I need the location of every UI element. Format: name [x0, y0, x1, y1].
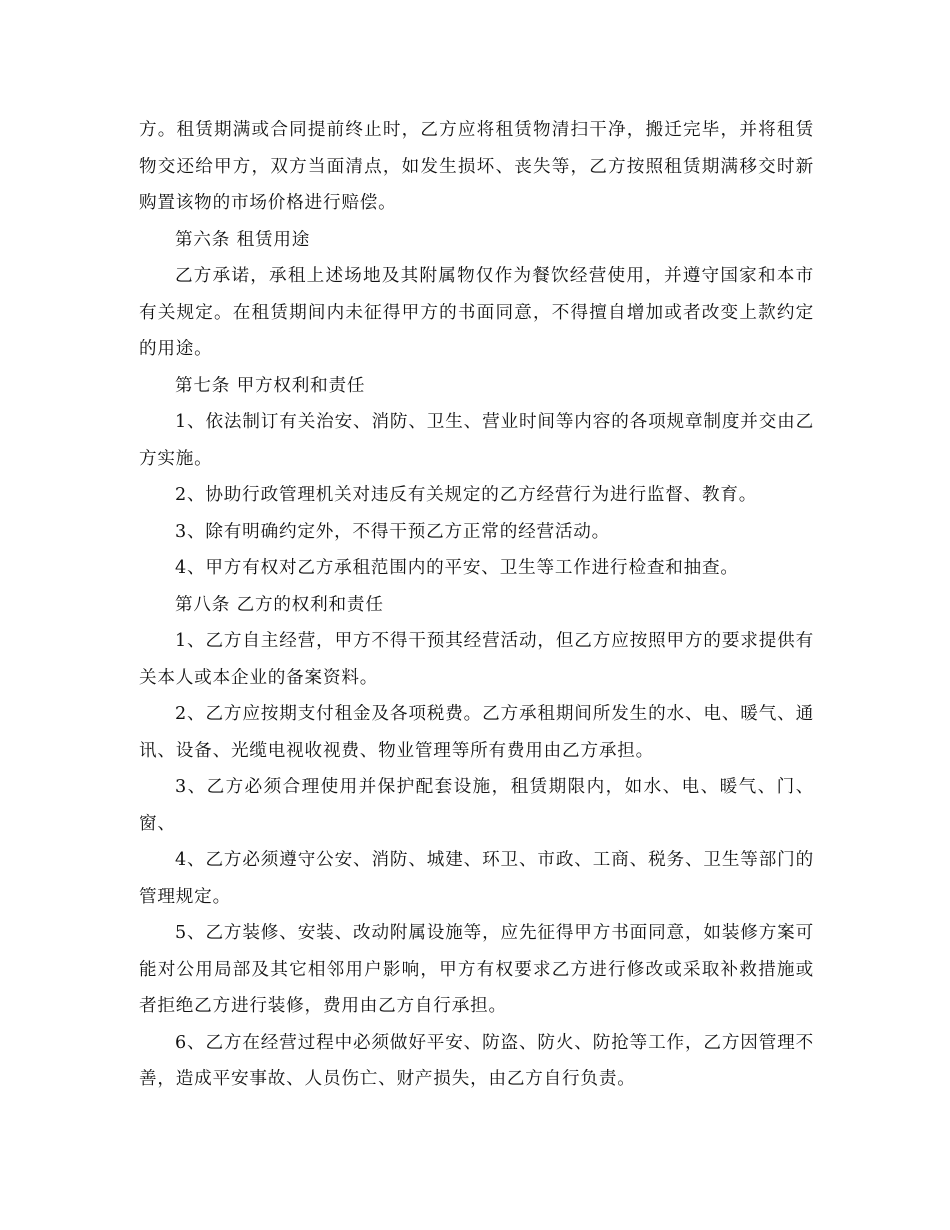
paragraph-party-b-item-2: 2、乙方应按期支付租金及各项税费。乙方承租期间所发生的水、电、暖气、通讯、设备、光缆电视收视费、物业管理等所有费用由乙方承担。	[139, 704, 814, 761]
paragraph-party-b-item-6: 6、乙方在经营过程中必须做好平安、防盗、防火、防抢等工作，乙方因管理不善，造成平安事故、人员伤亡、财产损失，由乙方自行负责。	[139, 1032, 814, 1089]
paragraph-party-a-item-2: 2、协助行政管理机关对违反有关规定的乙方经营行为进行监督、教育。	[175, 485, 758, 505]
heading-article-6: 第六条 租赁用途	[175, 229, 311, 250]
paragraph-party-b-item-5: 5、乙方装修、安装、改动附属设施等，应先征得甲方书面同意，如装修方案可能对公用局部及其它相邻用户影响，甲方有权要求乙方进行修改或采取补救措施或者拒绝乙方进行装修，费用由乙方自行承担。	[139, 923, 814, 1016]
heading-article-7: 第七条 甲方权利和责任	[175, 375, 366, 396]
paragraph-party-a-item-4: 4、甲方有权对乙方承租范围内的平安、卫生等工作进行检查和抽查。	[175, 558, 739, 578]
paragraph-party-b-item-4: 4、乙方必须遵守公安、消防、城建、环卫、市政、工商、税务、卫生等部门的管理规定。	[139, 850, 814, 907]
paragraph-party-a-item-3: 3、除有明确约定外，不得干预乙方正常的经营活动。	[175, 521, 611, 542]
paragraph-party-b-item-3: 3、乙方必须合理使用并保护配套设施，租赁期限内，如水、电、暖气、门、窗、	[139, 777, 814, 834]
document-body	[139, 112, 814, 1098]
paragraph-lease-end-return: 方。租赁期满或合同提前终止时，乙方应将租赁物清扫干净，搬迁完毕，并将租赁物交还给甲方，双方当面清点，如发生损坏、丧失等，乙方按照租赁期满移交时新购置该物的市场价格进行赔偿。	[139, 120, 814, 213]
heading-article-8: 第八条 乙方的权利和责任	[175, 594, 384, 615]
paragraph-lease-purpose: 乙方承诺，承租上述场地及其附属物仅作为餐饮经营使用，并遵守国家和本市有关规定。在租赁期间内未征得甲方的书面同意，不得擅自增加或者改变上款约定的用途。	[139, 266, 814, 359]
paragraph-party-b-item-1: 1、乙方自主经营，甲方不得干预其经营活动，但乙方应按照甲方的要求提供有关本人或本企业的备案资料。	[139, 631, 814, 688]
paragraph-party-a-item-1: 1、依法制订有关治安、消防、卫生、营业时间等内容的各项规章制度并交由乙方实施。	[139, 412, 814, 469]
